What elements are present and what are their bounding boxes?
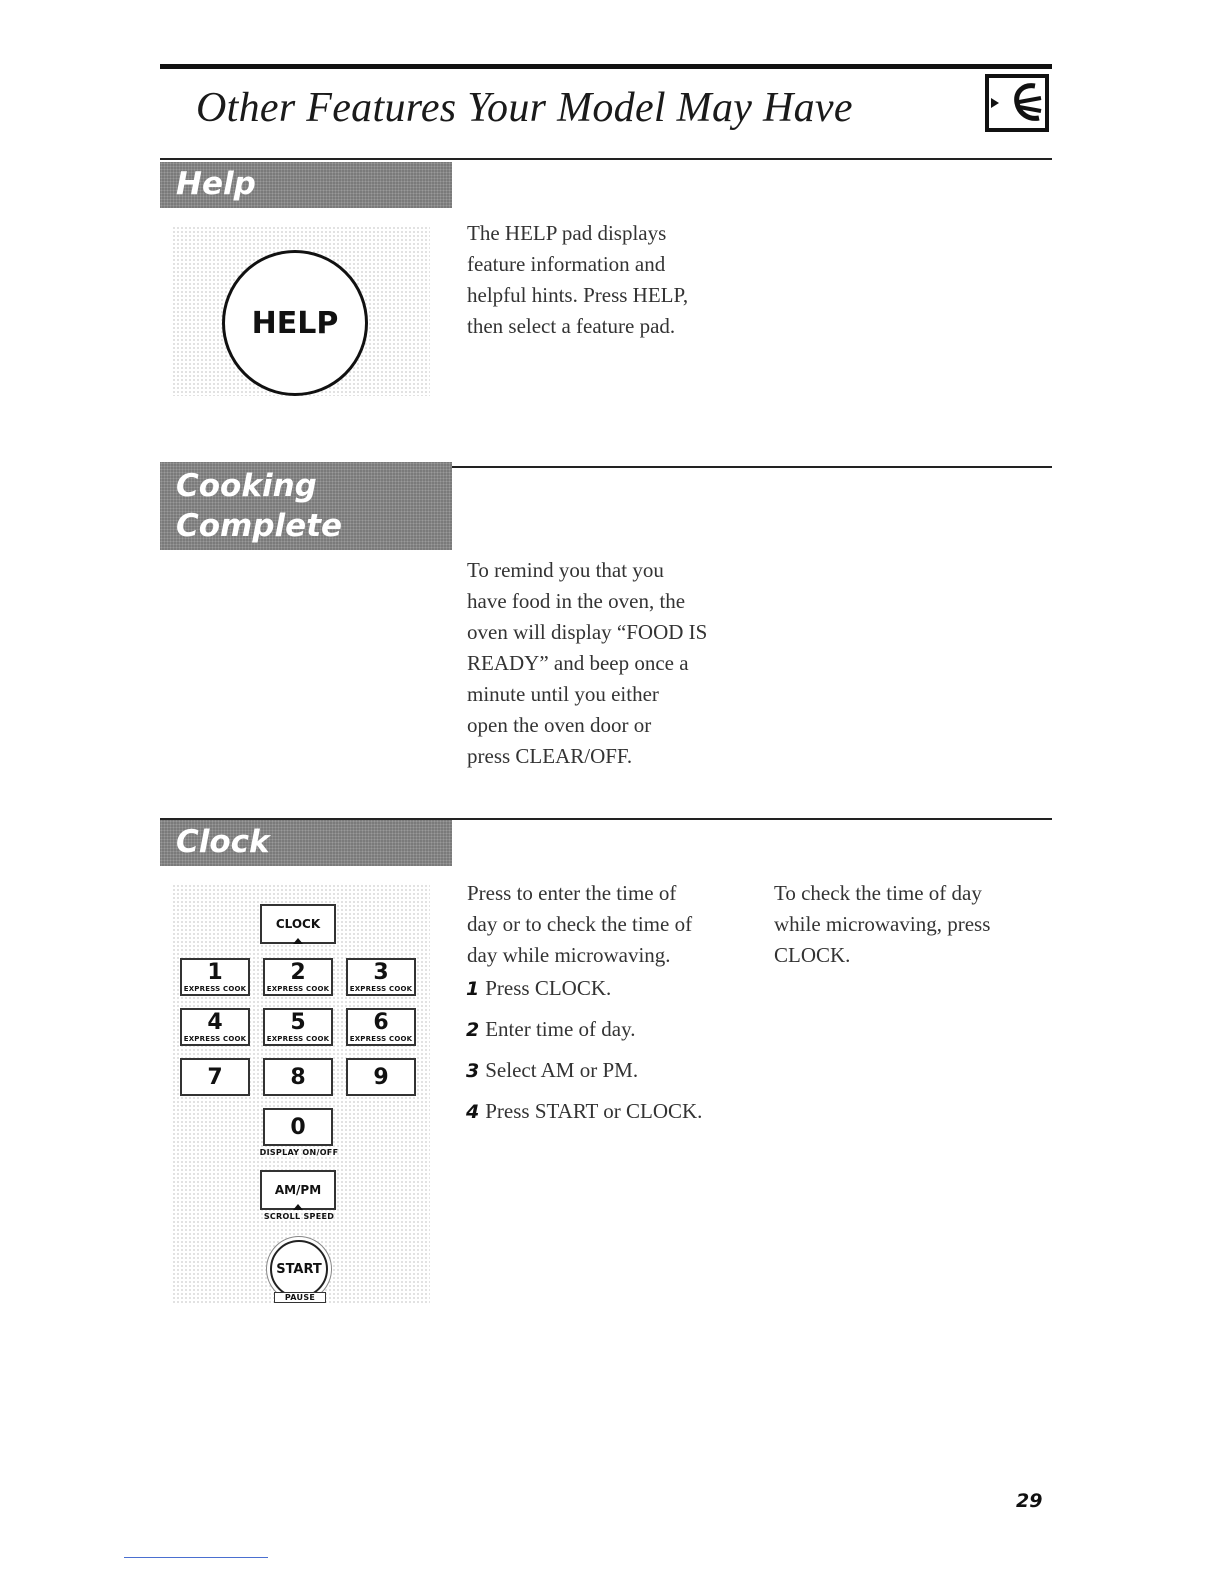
keypad-key-9: [346, 1058, 416, 1096]
reminder-line: open the oven door or: [467, 713, 652, 737]
keypad-key-2: [263, 958, 333, 996]
reminder-line: minute until you either: [467, 682, 659, 706]
keypad-key-8: [263, 1058, 333, 1096]
key-number: 7: [207, 1065, 223, 1090]
step-text: Select AM or PM.: [485, 1058, 639, 1082]
key-number: 9: [373, 1065, 389, 1090]
help-line: feature information and: [467, 252, 666, 276]
step-number: 2: [466, 1019, 480, 1041]
help-pad: HELP: [222, 250, 368, 396]
clock-step: [466, 1058, 766, 1083]
clock-step: [466, 976, 766, 1001]
keypad-key-3: [346, 958, 416, 996]
pause-label: PAUSE: [274, 1292, 326, 1303]
section-heading-help: Help: [160, 162, 452, 208]
clock-keypad-illustration: [172, 884, 430, 1304]
clock-key: CLOCK: [260, 904, 336, 944]
indicator-triangle: [293, 1204, 303, 1210]
clock-side-note: [774, 878, 1054, 971]
key-sublabel: EXPRESS COOK: [349, 985, 413, 993]
key-sublabel: EXPRESS COOK: [183, 1035, 247, 1043]
help-line: The HELP pad displays: [467, 221, 667, 245]
display-on-off-label: DISPLAY ON/OFF: [259, 1148, 339, 1157]
clock-intro-line: day while microwaving.: [467, 943, 671, 967]
step-text: Press START or CLOCK.: [485, 1099, 703, 1123]
section-heading-clock: Clock: [160, 820, 452, 866]
key-number: 5: [290, 1010, 306, 1035]
page-title: Other Features Your Model May Have: [196, 85, 853, 131]
reminder-line: READY” and beep once a: [467, 651, 689, 675]
scroll-speed-label: SCROLL SPEED: [263, 1212, 335, 1221]
wrench-icon: [989, 78, 1045, 128]
key-number: 6: [373, 1010, 389, 1035]
key-number: 3: [373, 960, 389, 985]
key-number: 4: [207, 1010, 223, 1035]
keypad-key-0: [263, 1108, 333, 1146]
indicator-triangle: [293, 938, 303, 944]
clock-steps: [466, 976, 766, 1140]
reminder-line: have food in the oven, the: [467, 589, 686, 613]
clock-side-line: while microwaving, press: [774, 912, 991, 936]
key-number: 0: [290, 1115, 306, 1140]
key-number: 2: [290, 960, 306, 985]
step-number: 4: [466, 1101, 480, 1123]
help-illustration: [172, 226, 430, 396]
key-number: 1: [207, 960, 223, 985]
key-number: 8: [290, 1065, 306, 1090]
reminder-line: To remind you that you: [467, 558, 664, 582]
keypad-key-7: [180, 1058, 250, 1096]
help-line: then select a feature pad.: [467, 314, 676, 338]
clock-intro: [467, 878, 767, 971]
key-sublabel: EXPRESS COOK: [349, 1035, 413, 1043]
oven-tab-icon: [985, 74, 1049, 132]
bottom-link-line: [124, 1557, 268, 1558]
clock-step: [466, 1099, 766, 1124]
top-rule: [160, 64, 1052, 69]
step-text: Press CLOCK.: [485, 976, 612, 1000]
keypad-key-1: [180, 958, 250, 996]
reminder-line: press CLEAR/OFF.: [467, 744, 633, 768]
clock-side-line: To check the time of day: [774, 881, 982, 905]
reminder-description: [467, 555, 767, 772]
clock-step: [466, 1017, 766, 1042]
reminder-heading-line: Reminder: [176, 548, 343, 584]
clock-side-line: CLOCK.: [774, 943, 851, 967]
title-rule: [160, 158, 1052, 160]
step-number: 3: [466, 1060, 480, 1082]
help-line: helpful hints. Press HELP,: [467, 283, 689, 307]
keypad-key-5: [263, 1008, 333, 1046]
section-heading-reminder: [160, 462, 452, 584]
key-sublabel: EXPRESS COOK: [266, 985, 330, 993]
reminder-heading-line: Cooking Complete: [176, 468, 343, 544]
page-number: 29: [1016, 1490, 1043, 1512]
clock-intro-line: day or to check the time of: [467, 912, 693, 936]
key-sublabel: EXPRESS COOK: [266, 1035, 330, 1043]
start-button: START: [270, 1240, 328, 1298]
reminder-line: oven will display “FOOD IS: [467, 620, 708, 644]
help-description: [467, 218, 767, 342]
key-sublabel: EXPRESS COOK: [183, 985, 247, 993]
keypad-key-6: [346, 1008, 416, 1046]
clock-intro-line: Press to enter the time of: [467, 881, 677, 905]
am-pm-key: AM/PM: [260, 1170, 336, 1210]
step-text: Enter time of day.: [485, 1017, 636, 1041]
step-number: 1: [466, 978, 480, 1000]
keypad-key-4: [180, 1008, 250, 1046]
